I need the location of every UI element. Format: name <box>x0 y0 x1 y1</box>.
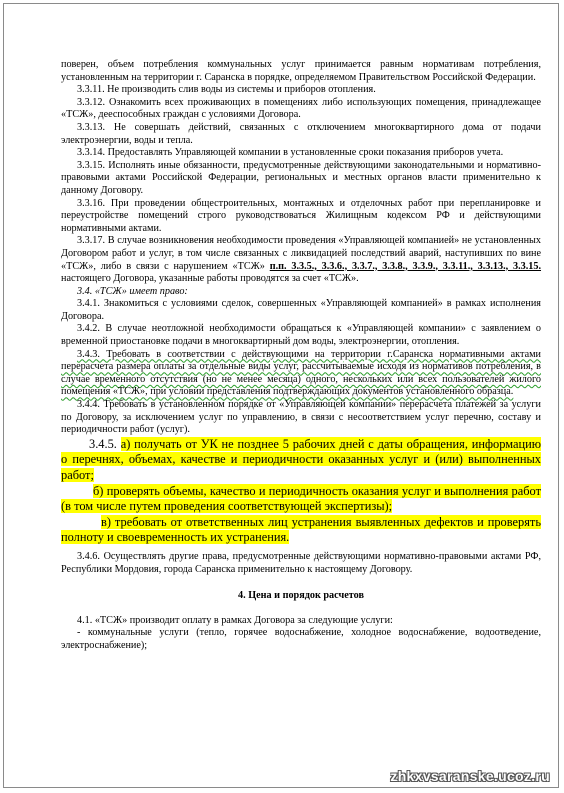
site-watermark: zhkxvsaranske.ucoz.ru <box>390 768 550 784</box>
section-3-4-number: 3.4. <box>77 285 93 297</box>
clause-3-3-17-text-end: настоящего Договора, указанные работы проводятся за счет «ТСЖ». <box>61 273 359 285</box>
clause-3-3-14: 3.3.14. Предоставлять Управляющей компании в установленные сроки показания приборов учета. <box>77 147 504 159</box>
clause-3-4-2: 3.4.2. В случае неотложной необходимости обращаться к «Управляющей компании» с заявлением о временной приостановке подачи в многоквартирный дом воды, электроэнергии, отопления. <box>61 323 541 348</box>
clause-3-3-17-references: п.п. 3.3.5., 3.3.6., 3.3.7., 3.3.8., 3.3.9., 3.3.11., 3.3.13., 3.3.15. <box>269 260 542 272</box>
clause-4-1-item: - коммунальные услуги (тепло, горячее водоснабжение, холодное водоснабжение, водоотведение, электроснабжение); <box>61 627 541 651</box>
clause-3-3-15: 3.3.15. Исполнять иные обязанности, предусмотренные действующими законодательными и нормативно-правовыми актами Российской Федерации, региональных и местных органов власти применительно к данному Договору. <box>61 159 541 196</box>
clause-3-3-12: 3.3.12. Ознакомить всех проживающих в помещениях либо использующих помещения, принадлежащее «ТСЖ», дееспособных граждан с условиями Договора. <box>61 96 541 121</box>
clause-3-4-5c <box>61 515 541 546</box>
clause-3-4-3: 3.4.3. Требовать в соответствии с действующими на территории г.Саранска нормативными актами перерасчета размера оплаты за отдельные виды услуг, рассчитываемые исходя из нормативов потребления, в случае временного отсутствия (но не менее месяца) одного, нескольких или всех пользователей жилого помещения «ТСЖ», при условии представления подтверждающих документов установленного образца. <box>61 348 541 398</box>
intro-paragraph: поверен, объем потребления коммунальных услуг принимается равным нормативам потребления, установленным на территории г. Саранска в порядке, определяемом Правительством Российской Федерации. <box>61 59 541 83</box>
clause-3-4-5a-text: а) получать от УК не позднее 5 рабочих дней с даты обращения, информацию о перечнях, объемах, качестве и периодичности оказанных услуг и (или) выполненных работ; <box>61 436 541 482</box>
clause-3-4-5b <box>61 484 541 515</box>
clause-3-3-17 <box>61 235 541 285</box>
document-body <box>61 59 541 653</box>
clause-3-4-5c-text: в) требовать от ответственных лиц устранения выявленных дефектов и проверять полноту и своевременность их устранения. <box>61 514 541 545</box>
clause-3-4-4: 3.4.4. Требовать в установленном порядке от «Управляющей компании» перерасчета платежей за услуги по Договору, за исключением услуг по управлению, в связи с несоответствием услуг перечню, составу и периодичности работ (услуг). <box>61 399 541 436</box>
clause-3-3-11: 3.3.11. Не производить слив воды из системы и приборов отопления. <box>77 84 376 96</box>
section-3-4-heading <box>61 286 541 299</box>
clause-3-4-5b-text: б) проверять объемы, качество и периодичность оказания услуг и выполнения работ (в том числе путем проведения соответствующей экспертизы); <box>61 483 541 514</box>
clause-3-3-17-text: 3.3.17. В случае возникновения необходимости проведения «Управляющей компанией» не установленных Договором работ и услуг, в том числе связанных с ликвидацией последствий аварий, наступивших по вине «ТСЖ», либо в связи с нарушением «ТСЖ» <box>61 235 541 272</box>
section-4-title: 4. Цена и порядок расчетов <box>238 590 364 602</box>
clause-4-1: 4.1. «ТСЖ» производит оплату в рамках Договора за следующие услуги: <box>77 614 393 626</box>
clause-3-3-16: 3.3.16. При проведении общестроительных, монтажных и отделочных работ при перепланировке и переустройстве помещений строго руководствоваться Жилищным кодексом РФ и действующими нормативными актами. <box>61 197 541 234</box>
clause-3-4-5a <box>61 437 541 484</box>
clause-3-3-13: 3.3.13. Не совершать действий, связанных с отключением многоквартирного дома от подачи электроэнергии, воды и тепла. <box>61 121 541 146</box>
document-page <box>3 3 559 788</box>
clause-3-4-6: 3.4.6. Осуществлять другие права, предусмотренные действующими нормативно-правовыми актами РФ, Республики Мордовия, города Саранска применительно к настоящему Договору. <box>61 550 541 575</box>
clause-3-4-1: 3.4.1. Знакомиться с условиями сделок, совершенных «Управляющей компанией» в рамках исполнения Договора. <box>61 298 541 322</box>
clause-3-4-5-number: 3.4.5. <box>89 436 117 451</box>
section-3-4-text: «ТСЖ» имеет право: <box>94 285 188 297</box>
